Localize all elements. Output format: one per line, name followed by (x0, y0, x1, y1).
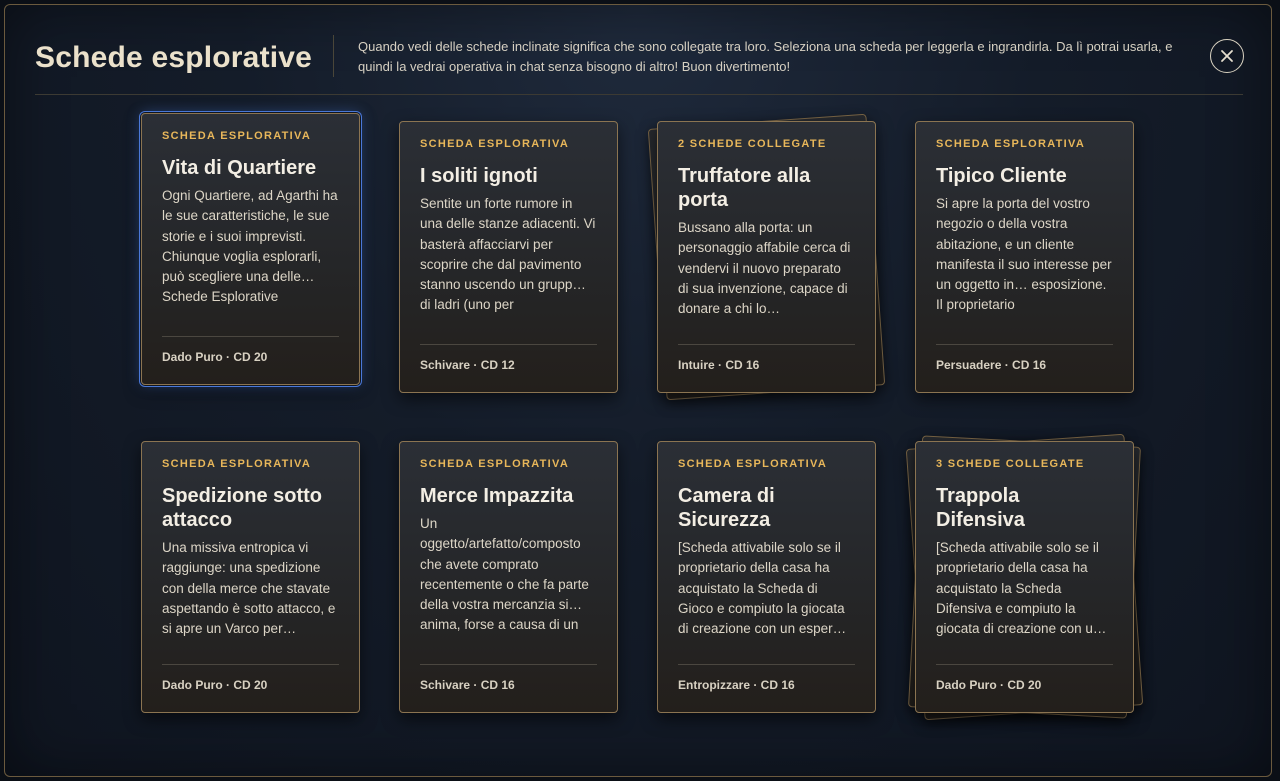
exploration-card[interactable] (915, 121, 1134, 393)
card-footer-divider (936, 344, 1113, 345)
card-description: Sentite un forte rumore in una delle stanze adiacenti. Vi basterà affacciarvi per scoprire che dal pavimento stanno uscendo un grupp… di ladri (uno per (420, 196, 596, 313)
card-title: I soliti ignoti (420, 165, 538, 187)
card-footer: Entropizzare · CD 16 (678, 678, 795, 692)
card-kicker: SCHEDA ESPLORATIVA (420, 458, 570, 470)
card-description: [Scheda attivabile solo se il proprietario della casa ha acquistato la Scheda Difensiva e compiuto la giocata di creazione con u… (936, 540, 1107, 637)
card-footer-divider (936, 664, 1113, 665)
card-title: Camera di Sicurezza (678, 485, 775, 531)
card-description: Una missiva entropica vi raggiunge: una spedizione con della merce che stavate aspettando è sotto attacco, e si apre un Varco per… (162, 540, 336, 637)
card-title: Vita di Quartiere (162, 157, 317, 179)
card-footer: Persuadere · CD 16 (936, 358, 1047, 372)
card-footer: Dado Puro · CD 20 (936, 678, 1042, 692)
exploration-card[interactable] (657, 441, 876, 713)
card-footer: Schivare · CD 12 (420, 358, 515, 372)
header-separator (35, 94, 1243, 95)
card-footer: Dado Puro · CD 20 (162, 678, 268, 692)
card-footer-divider (162, 664, 339, 665)
card-kicker: SCHEDA ESPLORATIVA (420, 138, 570, 150)
card-footer-divider (420, 664, 597, 665)
card-footer-divider (678, 664, 855, 665)
exploration-card[interactable] (141, 441, 360, 713)
card-footer-divider (162, 336, 339, 337)
card-footer-divider (678, 344, 855, 345)
close-button[interactable] (1210, 39, 1244, 73)
card-footer: Schivare · CD 16 (420, 678, 515, 692)
card-title: Truffatore alla porta (678, 165, 811, 211)
card-description: Un oggetto/artefatto/composto che avete comprato recentemente o che fa parte della vostra mercanzia si… anima, forse a causa di un (420, 516, 589, 633)
exploration-card[interactable] (141, 113, 360, 385)
exploration-card[interactable] (399, 121, 618, 393)
card-footer-divider (420, 344, 597, 345)
card-description: [Scheda attivabile solo se il proprietario della casa ha acquistato la Scheda di Gioco e compiuto la giocata di creazione con un esper… (678, 540, 847, 637)
card-title: Spedizione sotto attacco (162, 485, 322, 531)
exploration-card[interactable] (657, 121, 876, 393)
card-description: Si apre la porta del vostro negozio o della vostra abitazione, e un cliente manifesta il suo interesse per un oggetto in… esposizione. Il proprietario (936, 196, 1112, 313)
card-footer: Intuire · CD 16 (678, 358, 760, 372)
card-title: Tipico Cliente (936, 165, 1067, 187)
card-footer: Dado Puro · CD 20 (162, 350, 268, 364)
card-kicker: SCHEDA ESPLORATIVA (162, 458, 312, 470)
card-kicker: 2 SCHEDE COLLEGATE (678, 138, 827, 150)
card-kicker: 3 SCHEDE COLLEGATE (936, 458, 1085, 470)
card-title: Merce Impazzita (420, 485, 574, 507)
card-kicker: SCHEDA ESPLORATIVA (162, 130, 312, 142)
intro-text: Quando vedi delle schede inclinate significa che sono collegate tra loro. Seleziona una scheda per leggerla e ingrandirla. Da lì potrai usarla, e quindi la vedrai operativa in chat senza bisogno di altro! Buon divertimento! (358, 39, 1173, 74)
exploration-card[interactable] (915, 441, 1134, 713)
modal-header (35, 35, 1243, 99)
card-title: Trappola Difensiva (936, 485, 1025, 531)
close-icon (1220, 49, 1234, 63)
card-kicker: SCHEDA ESPLORATIVA (936, 138, 1086, 150)
page-title: Schede esplorative (35, 41, 313, 74)
header-divider (333, 35, 334, 77)
card-kicker: SCHEDA ESPLORATIVA (678, 458, 828, 470)
card-description: Ogni Quartiere, ad Agarthi ha le sue caratteristiche, le sue storie e i suoi imprevisti. Chiunque voglia esplorarli, può scegliere una delle… Schede Esplorative (162, 188, 338, 305)
exploration-card[interactable] (399, 441, 618, 713)
card-description: Bussano alla porta: un personaggio affabile cerca di vendervi il nuovo preparato di sua invenzione, capace di donare a chi lo… (678, 220, 851, 317)
